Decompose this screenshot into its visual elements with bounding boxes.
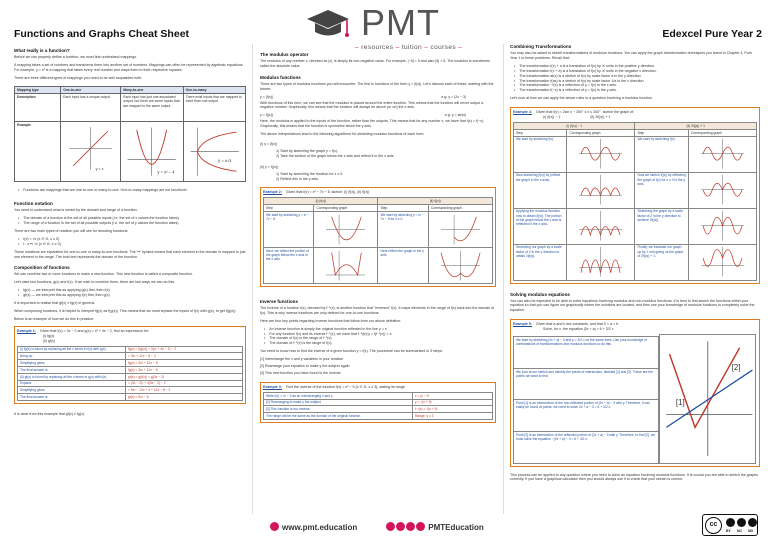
table-cell: Each input has just one associated output, but there are some inputs that are mapped to the same output.: [121, 93, 183, 121]
stretched-modulus-sine-graph: [569, 245, 632, 278]
paragraph: These notations are equivalent for one-to-one or many-to-one functions. The '↦' symbol means that each element in the domain is mapped to just one element in the range. The bold text represents the domain of the function.: [14, 249, 246, 259]
list-item: • The transformation −f(x) is a reflection of y = f(x) in the x axis.: [520, 83, 760, 88]
table-row: [2] Rearranging to make y the subject y = √(x + 9): [264, 399, 493, 406]
example-question: Given that f(x) = 3x − 2 and g(x) = x² + 4x − 2, find an expression for:: [39, 328, 150, 333]
paragraph: Below is an example of how we do this in practice:: [14, 316, 95, 321]
table-row: Now sketching |f(x)| by (reflect the graph in the x axis). Now we sketch f(|x|) by reflecting the graph of f(x) for x ≥ 0 in the y axis.: [514, 172, 757, 208]
translated-sine-graph: [691, 245, 754, 278]
example-4-working: (i) |f(x)| − 1 (ii) 2f(|x|) + 1 Step Corresponding graph Step Corresponding graph We start by sketching f(x). We start by sketching f(x). Now sketching |f(x)| by (reflect the graph in the x axis). Now we sketch f(|x|) by reflecting the graph of f(x) for x ≥ 0 in the y axis. Applying the modulus function now to obtain |f(x)|. The portion of the graph below the x axis is reflected in the x axis. Stretching the graph by a scale factor of 2 in the y direction to achieve 2f(|x|). Stretching our graph by a scale factor of 2 in the y direction to obtain 2|f(x)|. Finally, we translate our graph up by 1 unit giving us the graph of 2f(|x|) + 1.: [513, 122, 757, 281]
list-item: • The transformation af(x) is a stretch of f(x) by scale factor a in the y direction.: [520, 74, 760, 79]
paragraph: The above interpretations lead to the following algorithms for sketching modulus functions of each form:: [260, 132, 425, 137]
list-item: • f : x ↦ √x {x ∈ ℝ, x ≥ 0}: [24, 242, 246, 247]
example-2-working: (i) |f(x)| (ii) f(|x|) Step Corresponding graph Step Corresponding graph We start by sketching y = x² − 7x − 8 We start by sketching y = x² − 7x − 8 for x ≥ 0. Next, we reflect the portion of the graph below the x axis in the x axis. Here reflect the graph in the y axis.: [263, 197, 493, 284]
paragraph: Here are four key points regarding inverse functions that follow from our above definition:: [260, 318, 402, 323]
logo-wordmark: PMT: [361, 2, 440, 43]
intersection-graph-cell: [659, 334, 757, 463]
paragraph: With functions of this form, we can see that the modulus is placed around the entire function. This means that the function will never output a negative number. Graphically, this means that the function will always be above (or on) the x axis.: [260, 100, 484, 110]
paragraph: A mapping takes a set of numbers and transforms them into another set of numbers. Mappings can often be represented by algebraic equations. For example, y = x² is a mapping that takes every real number and maps them to their respective squares.: [14, 62, 244, 72]
example-label: Example 1:: [17, 328, 36, 333]
example-parts: (i) |f(x)| − 1 (ii) 2f(|x|) + 1: [543, 115, 611, 120]
modulus-parabola-graph: [316, 249, 375, 282]
table-header: Many-to-one: [121, 86, 183, 93]
example-part: (ii) gf(x): [43, 338, 56, 343]
table-row: Stretching our graph by a scale factor of 2 in the y direction to obtain 2|f(x)|. Finally, we translate our graph up by 1 unit giving us the graph of 2f(|x|) + 1.: [514, 244, 757, 280]
equation-line: y = f(|x|) e.g. y = sin|x|: [260, 113, 466, 118]
table-row: Point [2] is an intersection of the reflected portion of |2x + a| − 3 with y. Therefore, to find [2], we must solve the equation −(2x + a) − 3 = 6 + 3/2 x.: [514, 431, 659, 463]
cc-icon: cc: [705, 517, 722, 534]
point-label: [1]: [675, 398, 685, 408]
table-row: The final answer is gf(x) = 9x² − 6: [18, 394, 243, 401]
column-divider: [252, 44, 253, 514]
paragraph: The modulus of any number x, denoted as |x|, is simply its non-negative value. For example, |−5| = 5 and also |5| = 5. The modulus is sometimes called the absolute value.: [260, 59, 490, 68]
section-heading: Solving modulus equations: [510, 291, 570, 297]
list-item: • The transformation f(x) + a is a translation of f(x) by 'a' units in the positive y direction.: [520, 64, 760, 69]
half-parabola-graph: [431, 213, 490, 246]
graph-equation: y = x² − 4: [157, 169, 175, 175]
example-label: Example 2:: [263, 190, 282, 195]
list-item: • The transformation f(−x) is a reflection of y = f(x) in the y axis.: [520, 88, 760, 93]
website-link[interactable]: www.pmt.education: [270, 522, 357, 532]
table-row: Applying the modulus function now to obtain |f(x)|. The portion of the graph below the x axis is reflected in the x axis. Stretching the graph by a scale factor of 2 in the y direction to achieve 2f(|x|).: [514, 208, 757, 244]
example-graph-cell: [121, 121, 183, 181]
table-row: Simplifying gives = 9x² − 12x + 4 + 12x − 8 − 2: [18, 387, 243, 394]
example-graph-cell: [183, 121, 245, 181]
example-graph-cell: [61, 121, 121, 181]
paragraph: Here, the modulus is applied to the inputs of the function, rather than the outputs. This means that for any number x, we have that f(x) = f(−x). Graphically, this means that the function is symmetric about the y axis.: [260, 119, 485, 129]
parabola-graph: [123, 123, 180, 180]
symmetric-sine-graph: [691, 173, 754, 206]
symmetric-parabola-graph: [431, 249, 490, 282]
table-cell: There exist inputs that are mapped to more than one output: [183, 93, 245, 121]
stretched-sine-graph: [691, 209, 754, 242]
example-1-box: [14, 326, 246, 404]
example-question-2: Solve, for x, the equation |2x + a| = 6 + 3/2 x: [543, 327, 614, 332]
example-5-working: [513, 334, 757, 463]
section-heading: Combining Transformations: [510, 44, 572, 49]
paragraph: There are two main types of notation you will see for denoting functions:: [14, 228, 129, 233]
example-3-box: [260, 382, 496, 423]
paragraph: You need to understand what is meant by the domain and range of a function:: [14, 208, 138, 213]
modulus-sine-graph: [569, 173, 632, 206]
sine-graph: [691, 137, 754, 170]
linear-graph: [63, 123, 118, 174]
bullet-list: [24, 188, 246, 193]
section-heading: The modulus operator: [260, 52, 309, 57]
example-label: Example 3:: [263, 384, 282, 389]
twitter-icon[interactable]: [416, 522, 425, 531]
graph-equation: y = ±√x: [217, 157, 232, 163]
paragraph: You need to know how to find the inverse of a given function y = f(x). The procedure can be summarised in 3 steps:: [260, 349, 443, 354]
section-heading: Inverse functions: [260, 298, 299, 304]
paragraph: There are three different types of mappings you need to be well acquainted with:: [14, 75, 142, 80]
section-heading: Composition of functions: [14, 265, 70, 271]
graph-equation: y = x: [95, 166, 104, 171]
table-header: One-to-one: [61, 86, 121, 93]
example-3-working: [263, 392, 493, 420]
noderivatives-icon: [748, 518, 757, 527]
list-item: • An inverse function is simply the original function reflected in the line y = x.: [270, 327, 496, 332]
table-cell: Each input has a unique output: [61, 93, 121, 121]
column-1: [14, 44, 246, 417]
row-label: Example: [15, 121, 61, 181]
paragraph: Let's take two functions, g(x) and f(x). If we wish to combine them, there are two ways we can do this:: [14, 280, 176, 285]
paragraph: You can also be expected to be able to solve equations involving modulus and non-modulus functions. It is best to first sketch the functions within your equation so that you can figure out graphically where the solutions are located, and then use your knowledge of modulus functions to completely solve the equation.: [510, 298, 755, 313]
table-header: Mapping type: [15, 86, 61, 93]
table-row: Point [1] is an intersection of the non-reflected portion of |2x + a| − 3 with y. Therefore, it can easily be found at points, we need to solve 2x + a − 3 = 6 + 3/2 x.: [514, 400, 659, 432]
graduation-cap-icon: [305, 6, 351, 46]
paragraph: When composing functions, it is helpful to interpret fg(x) as f(g(x)). This means that we must replace the inputs of f(x) with g(x), to get f(g(x)).: [14, 309, 237, 314]
table-row: Expand = (3x − 2)² + 4(3x − 2) − 2: [18, 380, 243, 387]
paragraph: This process can be applied to any question where you need to solve an equation involving modulus functions. It is crucial you are able to sketch the graphs correctly. If you have a graphical calculator then you should always use it to check that your sketch is correct.: [510, 472, 758, 482]
column-divider: [503, 44, 504, 514]
paragraph: It is clear from this example that gf(x) ≠ fg(x).: [14, 411, 86, 416]
table-row: (i) fg(x) is found by replacing all the x terms in f(x) with g(x). fg(x) = f(g(x)) = 3(x² + 4x − 2) − 2: [18, 346, 243, 353]
example-question: Given that f(x) = x² − 7x − 8, sketch: (i) |f(x)|, (ii) f(|x|): [285, 190, 370, 195]
table-row: The final answer is fg(x) = 3x² + 12x − 8: [18, 366, 243, 373]
logo-tagline: – resources – tuition – courses –: [355, 44, 463, 51]
example-label: Example 4:: [513, 110, 532, 115]
example-4-box: [510, 107, 760, 283]
table-row: (ii) gf(x) is found by replacing all the x terms in g(x) with f(x). gf(x) = g(f(x)) = g(3x − 2): [18, 373, 243, 380]
table-row: We start by sketching |2x + a| − 3 and y = 3/2 x on the same axes. Use your knowledge of combinations of transformations and modulus functions to do this.: [514, 337, 659, 369]
mapping-types-table: [14, 86, 246, 183]
table-row: Bring up = 3x² + 12x − 6 − 2: [18, 353, 243, 360]
bullet-list: [24, 216, 246, 226]
algorithm-i: (i) y = |f(x)| 1) Start by sketching the graph y = f(x). 2) Take the section of the graph below the x axis and reflect it in the x axis.: [260, 141, 395, 158]
list-item: • The domain of f⁻¹(x) is the range of f(x).: [270, 341, 496, 346]
list-item: • The transformation f(ax) is a stretch of f(x) by scale factor 1/a in the x direction.: [520, 79, 760, 84]
creative-commons-badge: cc BY NC ND: [702, 514, 758, 536]
example-question: Given that a and b are constants, and that 0 < a < b.: [535, 322, 620, 327]
section-heading: What really is a function?: [14, 48, 70, 53]
page-title: Functions and Graphs Cheat Sheet: [14, 28, 190, 40]
table-row: [3] This function is our inverse f⁻¹(x) = √(x + 9): [264, 406, 493, 413]
list-item: • The domain of f(x) is the range of f⁻¹(x).: [270, 336, 496, 341]
paragraph: You may also be asked to sketch transformations of modulus functions. You can apply the graph transformation techniques you learnt in Chapter 4, Pure Year 1 to these problems. Recall that:: [510, 51, 752, 60]
example-2-box: [260, 187, 496, 287]
youtube-icon[interactable]: [386, 522, 395, 531]
list-item: • The domain of a function is the set of all possible inputs (i.e. the set of x values the function takes): [24, 216, 246, 221]
paragraph: Let's look at how we can apply the above rules to a question involving a modulus function.: [510, 96, 653, 101]
bullet-list: [270, 327, 496, 347]
attribution-icon: [726, 518, 735, 527]
bullet-list: [24, 288, 246, 298]
noncommercial-icon: [737, 518, 746, 527]
point-label: [2]: [731, 363, 741, 373]
facebook-icon[interactable]: [406, 522, 415, 531]
example-question: Find the inverse of the function f(x) = x² − 9 {x ∈ ℝ, x ≥ 3}, stating its range.: [285, 384, 406, 389]
algorithm-ii: (ii) y = f(|x|) 1) Start by sketching the function for x ≥ 0. 2) Reflect this in the y axis.: [260, 164, 344, 181]
bullet-list: [520, 64, 760, 93]
example-5-box: [510, 319, 760, 466]
table-row: Next, we reflect the portion of the graph below the x axis in the x axis. Here reflect the graph in the y axis.: [264, 247, 493, 283]
globe-icon: [270, 522, 279, 531]
example-question: Given that f(x) = 2sin x − 300° ≤ x ≤ 300°, sketch the graph of:: [535, 110, 635, 115]
list-item: • The transformation f(x + a) is a translation of f(x) by 'a' units in the negative x direction.: [520, 69, 760, 74]
example-label: Example 5:: [513, 322, 532, 327]
column-3: [510, 44, 760, 482]
table-row: We start by sketching f(x). We start by sketching f(x).: [514, 136, 757, 172]
table-row: We look at our sketch and identify the points of intersection, labelled [1] and [2]. These are the points we want to find.: [514, 368, 659, 400]
instagram-icon[interactable]: [396, 522, 405, 531]
list-item: • fg(x) — we interpret this as applying g(x) first, then f(x): [24, 288, 246, 293]
table-row: The range will be the same as the domain of the original function Range: y ≥ 3: [264, 413, 493, 420]
example-part: (i) fg(x): [43, 333, 55, 338]
social-handle[interactable]: PMTEducation: [386, 522, 484, 532]
paragraph: Before we can properly define a function, we must first understand mappings.: [14, 55, 138, 59]
equation-line: y = |f(x)| e.g. y = |2x − 3|: [260, 94, 466, 99]
notation-list: [24, 237, 246, 247]
example-1-working: [17, 346, 243, 401]
shifted-modulus-sine-graph: [569, 209, 632, 242]
parabola-graph: [316, 213, 375, 246]
table-row: Simplifying gives fg(x) = 3x² + 12x − 8: [18, 360, 243, 367]
section-heading: Function notation: [14, 201, 53, 207]
steps-list: [1] Interchange the x and y variables in your function [2] Rearrange your equation to make y the subject again [3] This new function you have found is the inverse: [260, 357, 350, 375]
root-graph: [186, 123, 243, 180]
course-title: Edexcel Pure Year 2: [662, 28, 762, 40]
table-header: One-to-many: [183, 86, 245, 93]
paragraph: There are two types of modulus functions you will encounter. The first is functions of the form y = |f(x)|. Let's discuss each of these, starting with the former.: [260, 81, 494, 91]
list-item: • gf(x) — we interpret this as applying f(x) first, then g(x): [24, 293, 246, 298]
table-row: We start by sketching y = x² − 7x − 8 We start by sketching y = x² − 7x − 8 for x ≥ 0.: [264, 211, 493, 247]
list-item: • Functions are mappings that are one-to-one or many-to-one. One-to-many mappings are not functions!: [24, 188, 246, 193]
list-item: • For any function f(x) and its inverse f⁻¹(x), we have that f⁻¹(f(x)) = f(f⁻¹(x)) = x.: [270, 332, 496, 337]
list-item: • f(x) = √x {x ∈ ℝ, x ≥ 0}: [24, 237, 246, 242]
row-label: Description: [15, 93, 61, 121]
paragraph: It is important to realise that gf(x) ≠ fg(x) in general.: [14, 301, 96, 306]
paragraph: We can combine two or more functions to make a new function. This new function is called a composite function.: [14, 272, 193, 277]
table-row: Write f(x) = x² − 9 as an interchanging x and y x = y² − 9: [264, 392, 493, 399]
section-heading: Modulus functions: [260, 74, 301, 80]
list-item: • The range of a function is the set of all possible outputs (i.e. the set of y values the function takes): [24, 221, 246, 226]
intersection-graph: [660, 335, 756, 462]
paragraph: The inverse of a function f(x), denoted by f⁻¹(x), is another function that "reverses" f(x). It maps elements in the range of f(x) back into the domain of f(x). This is why inverse functions are only defined for one-to-one functions.: [260, 305, 495, 315]
sine-graph: [569, 137, 632, 170]
column-2: [260, 44, 496, 423]
